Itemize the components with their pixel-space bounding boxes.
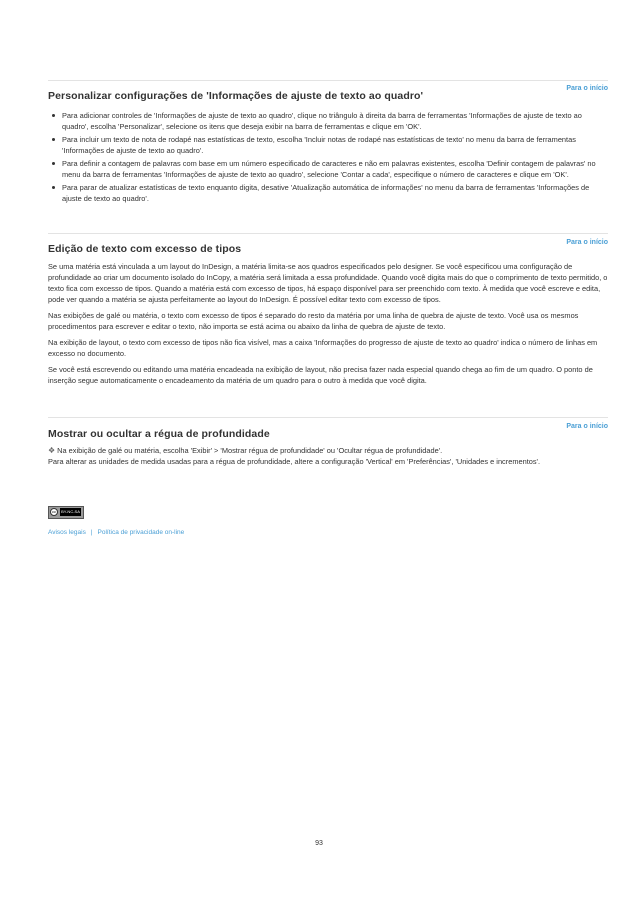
back-to-top-link[interactable]: Para o início: [566, 423, 608, 430]
privacy-policy-link[interactable]: Política de privacidade on-line: [97, 529, 185, 536]
paragraph: Nas exibições de galé ou matéria, o texto com excesso de tipos é separado do resto da matéria por uma linha de quebra de ajuste de texto. Você usa os mesmos procedimentos para escrever e editar o texto, não importa se está acima ou abaixo da linha de quebra de ajuste de texto.: [48, 311, 579, 331]
section-divider: [48, 417, 608, 418]
procedure-step: [48, 445, 608, 456]
list-item: Para parar de atualizar estatísticas de texto enquanto digita, desative 'Atualização automática de informações' no menu da barra de ferramentas 'Informações de ajuste de texto ao quadro'.: [48, 182, 608, 204]
legal-notices-link[interactable]: Avisos legais: [48, 529, 86, 536]
section-title: Mostrar ou ocultar a régua de profundidade: [48, 428, 270, 440]
back-to-top-link[interactable]: Para o início: [566, 85, 608, 92]
section-divider: [48, 233, 608, 234]
paragraph: Se você está escrevendo ou editando uma matéria encadeada na exibição de layout, não precisa fazer nada especial quando chega ao fim de um quadro. O ponto de inserção segue automaticamente o encadeamento da matéria de um quadro para o outro à medida que você digita.: [48, 365, 593, 385]
license-badge[interactable]: [48, 506, 84, 524]
section-divider: [48, 80, 608, 81]
cc-symbol: cc: [52, 509, 56, 514]
bullet-list: [48, 110, 608, 204]
section-title: Personalizar configurações de 'Informações de ajuste de texto ao quadro': [48, 90, 424, 102]
creative-commons-icon: [48, 506, 84, 519]
cc-license-text: BY-NC-SA: [61, 509, 80, 514]
footer-separator: |: [90, 529, 93, 536]
list-item: Para adicionar controles de 'Informações de ajuste de texto ao quadro', clique no triângulo à direita da barra de ferramentas 'Informações de ajuste de texto ao quadro', escolha 'Personalizar', selecione os itens que deseja exibir na barra de ferramentas e clique em 'OK'.: [48, 110, 608, 132]
section-regua-profundidade: [48, 417, 608, 467]
section-excesso-tipos: [48, 233, 608, 386]
page-number: 93: [315, 840, 323, 847]
footer-links: [48, 529, 184, 536]
paragraph: Se uma matéria está vinculada a um layout do InDesign, a matéria limita-se aos quadros especificados pelo designer. Se você especificou uma configuração de profundidade ao criar um documento isolado do InCopy, a matéria será limitada a essa profundidade. Quando você digita mais do que o comprimento de texto permitido, o texto fica com excesso de tipos. Quando a matéria está com excesso de tipos, há espaço disponível para ser preenchido com texto. À medida que você escreve e edita, pode ver quando a matéria se ajusta perfeitamente ao layout do InDesign. É possível editar texto com excesso de tipos.: [48, 262, 608, 304]
step-text: Na exibição de galé ou matéria, escolha 'Exibir' > 'Mostrar régua de profundidade' ou 'Ocultar régua de profundidade'.: [57, 446, 443, 455]
back-to-top-link[interactable]: Para o início: [566, 239, 608, 246]
paragraph: Para alterar as unidades de medida usadas para a régua de profundidade, altere a configuração 'Vertical' em 'Preferências', 'Unidades e incrementos'.: [48, 457, 541, 466]
section-title: Edição de texto com excesso de tipos: [48, 243, 242, 255]
list-item: Para incluir um texto de nota de rodapé nas estatísticas de texto, escolha 'Incluir notas de rodapé nas estatísticas de texto' no menu da barra de ferramentas 'Informações de ajuste de texto ao quadro'.: [48, 134, 608, 156]
section-personalizar: [48, 80, 608, 206]
list-item: Para definir a contagem de palavras com base em um número especificado de caracteres e não em palavras existentes, escolha 'Definir contagem de palavras' no menu da barra de ferramentas 'Informações de ajuste de texto ao quadro', selecione 'Contar a cada', especifique o número de caracteres e clique em 'OK'.: [48, 158, 608, 180]
step-bullet-icon: ❖: [48, 446, 56, 455]
paragraph: Na exibição de layout, o texto com excesso de tipos não fica visível, mas a caixa 'Informações do progresso de ajuste de texto ao quadro' indica o número de linhas em excesso no documento.: [48, 338, 598, 358]
